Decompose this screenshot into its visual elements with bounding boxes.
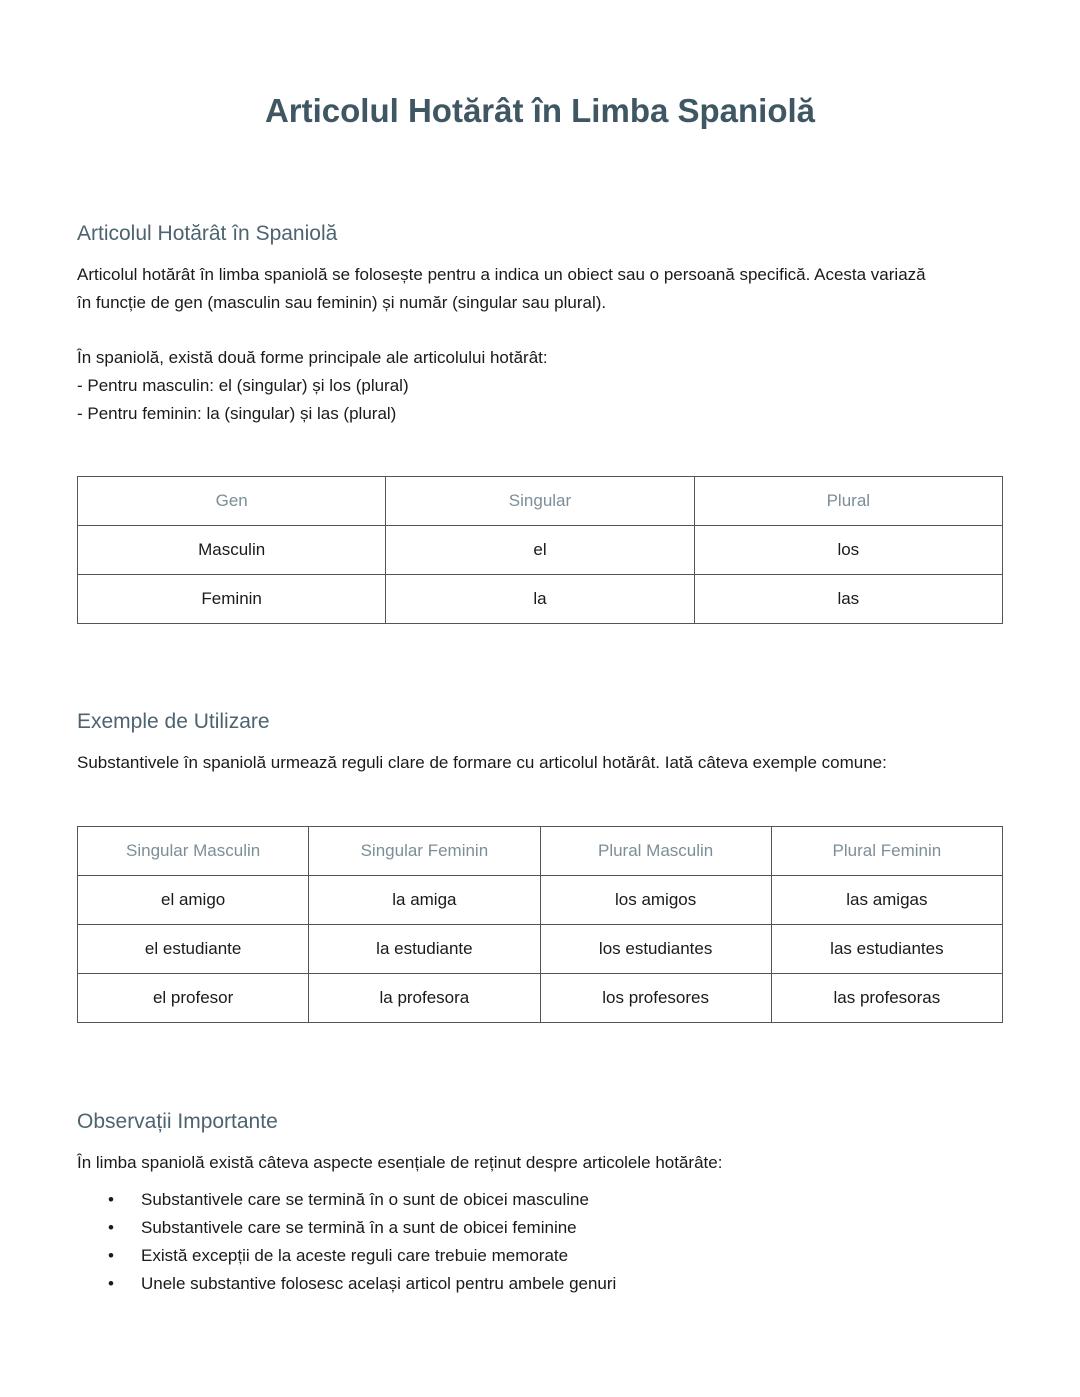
table-cell: Feminin bbox=[78, 575, 386, 624]
table-row bbox=[78, 575, 1003, 624]
table-cell: el estudiante bbox=[78, 925, 309, 974]
intro-paragraph-line: Articolul hotărât în limba spaniolă se folosește pentru a indica un obiect sau o persoană specifică. Acesta variază bbox=[77, 265, 926, 284]
notes-paragraph-line: În limba spaniolă există câteva aspecte esențiale de reținut despre articolele hotărâte: bbox=[77, 1153, 723, 1172]
list-item bbox=[77, 1214, 616, 1242]
column-header-singular: Singular bbox=[386, 477, 694, 526]
bullet-icon: • bbox=[108, 1246, 114, 1265]
table-cell: los bbox=[694, 526, 1002, 575]
table-cell: las bbox=[694, 575, 1002, 624]
intro-paragraph-line: în funcție de gen (masculin sau feminin) și număr (singular sau plural). bbox=[77, 293, 607, 312]
column-header-singular-masculine: Singular Masculin bbox=[78, 827, 309, 876]
list-item bbox=[77, 1242, 616, 1270]
examples-table bbox=[77, 826, 1003, 1023]
section-heading-definite-article: Articolul Hotărât în Spaniolă bbox=[77, 222, 338, 245]
bullet-icon: • bbox=[108, 1190, 114, 1209]
table-cell: la estudiante bbox=[309, 925, 540, 974]
table-cell: la profesora bbox=[309, 974, 540, 1023]
bullet-icon: • bbox=[108, 1274, 114, 1293]
table-cell: el amigo bbox=[78, 876, 309, 925]
table-cell: la amiga bbox=[309, 876, 540, 925]
column-header-plural-masculine: Plural Masculin bbox=[540, 827, 771, 876]
table-header-row bbox=[78, 477, 1003, 526]
table-cell: el bbox=[386, 526, 694, 575]
forms-paragraph-line: - Pentru feminin: la (singular) și las (plural) bbox=[77, 404, 397, 423]
section-heading-usage-examples: Exemple de Utilizare bbox=[77, 710, 270, 733]
table-cell: las profesoras bbox=[771, 974, 1002, 1023]
list-item bbox=[77, 1270, 616, 1298]
column-header-plural-feminine: Plural Feminin bbox=[771, 827, 1002, 876]
notes-paragraph bbox=[77, 1149, 1003, 1177]
forms-paragraph bbox=[77, 344, 1003, 428]
gender-number-table bbox=[77, 476, 1003, 624]
table-cell: los amigos bbox=[540, 876, 771, 925]
forms-paragraph-line: - Pentru masculin: el (singular) și los (plural) bbox=[77, 376, 409, 395]
table-cell: la bbox=[386, 575, 694, 624]
forms-paragraph-line: În spaniolă, există două forme principale ale articolului hotărât: bbox=[77, 348, 548, 367]
table-row bbox=[78, 925, 1003, 974]
notes-list bbox=[77, 1186, 616, 1298]
bullet-icon: • bbox=[108, 1218, 114, 1237]
table-row bbox=[78, 974, 1003, 1023]
table-cell: las amigas bbox=[771, 876, 1002, 925]
list-item-text: Unele substantive folosesc același articol pentru ambele genuri bbox=[141, 1274, 617, 1293]
list-item bbox=[77, 1186, 616, 1214]
table-row bbox=[78, 526, 1003, 575]
section-heading-important-notes: Observații Importante bbox=[77, 1110, 278, 1133]
list-item-text: Substantivele care se termină în o sunt de obicei masculine bbox=[141, 1190, 589, 1209]
examples-paragraph bbox=[77, 749, 1003, 777]
table-cell: las estudiantes bbox=[771, 925, 1002, 974]
examples-paragraph-line: Substantivele în spaniolă urmează reguli clare de formare cu articolul hotărât. Iată câteva exemple comune: bbox=[77, 753, 887, 772]
table-cell: Masculin bbox=[78, 526, 386, 575]
list-item-text: Există excepții de la aceste reguli care trebuie memorate bbox=[141, 1246, 569, 1265]
table-cell: los estudiantes bbox=[540, 925, 771, 974]
table-header-row bbox=[78, 827, 1003, 876]
column-header-plural: Plural bbox=[694, 477, 1002, 526]
table-cell: los profesores bbox=[540, 974, 771, 1023]
list-item-text: Substantivele care se termină în a sunt de obicei feminine bbox=[141, 1218, 577, 1237]
table-row bbox=[78, 876, 1003, 925]
column-header-singular-feminine: Singular Feminin bbox=[309, 827, 540, 876]
column-header-gen: Gen bbox=[78, 477, 386, 526]
intro-paragraph bbox=[77, 261, 1003, 317]
page-title: Articolul Hotărât în Limba Spaniolă bbox=[264, 92, 816, 129]
table-cell: el profesor bbox=[78, 974, 309, 1023]
